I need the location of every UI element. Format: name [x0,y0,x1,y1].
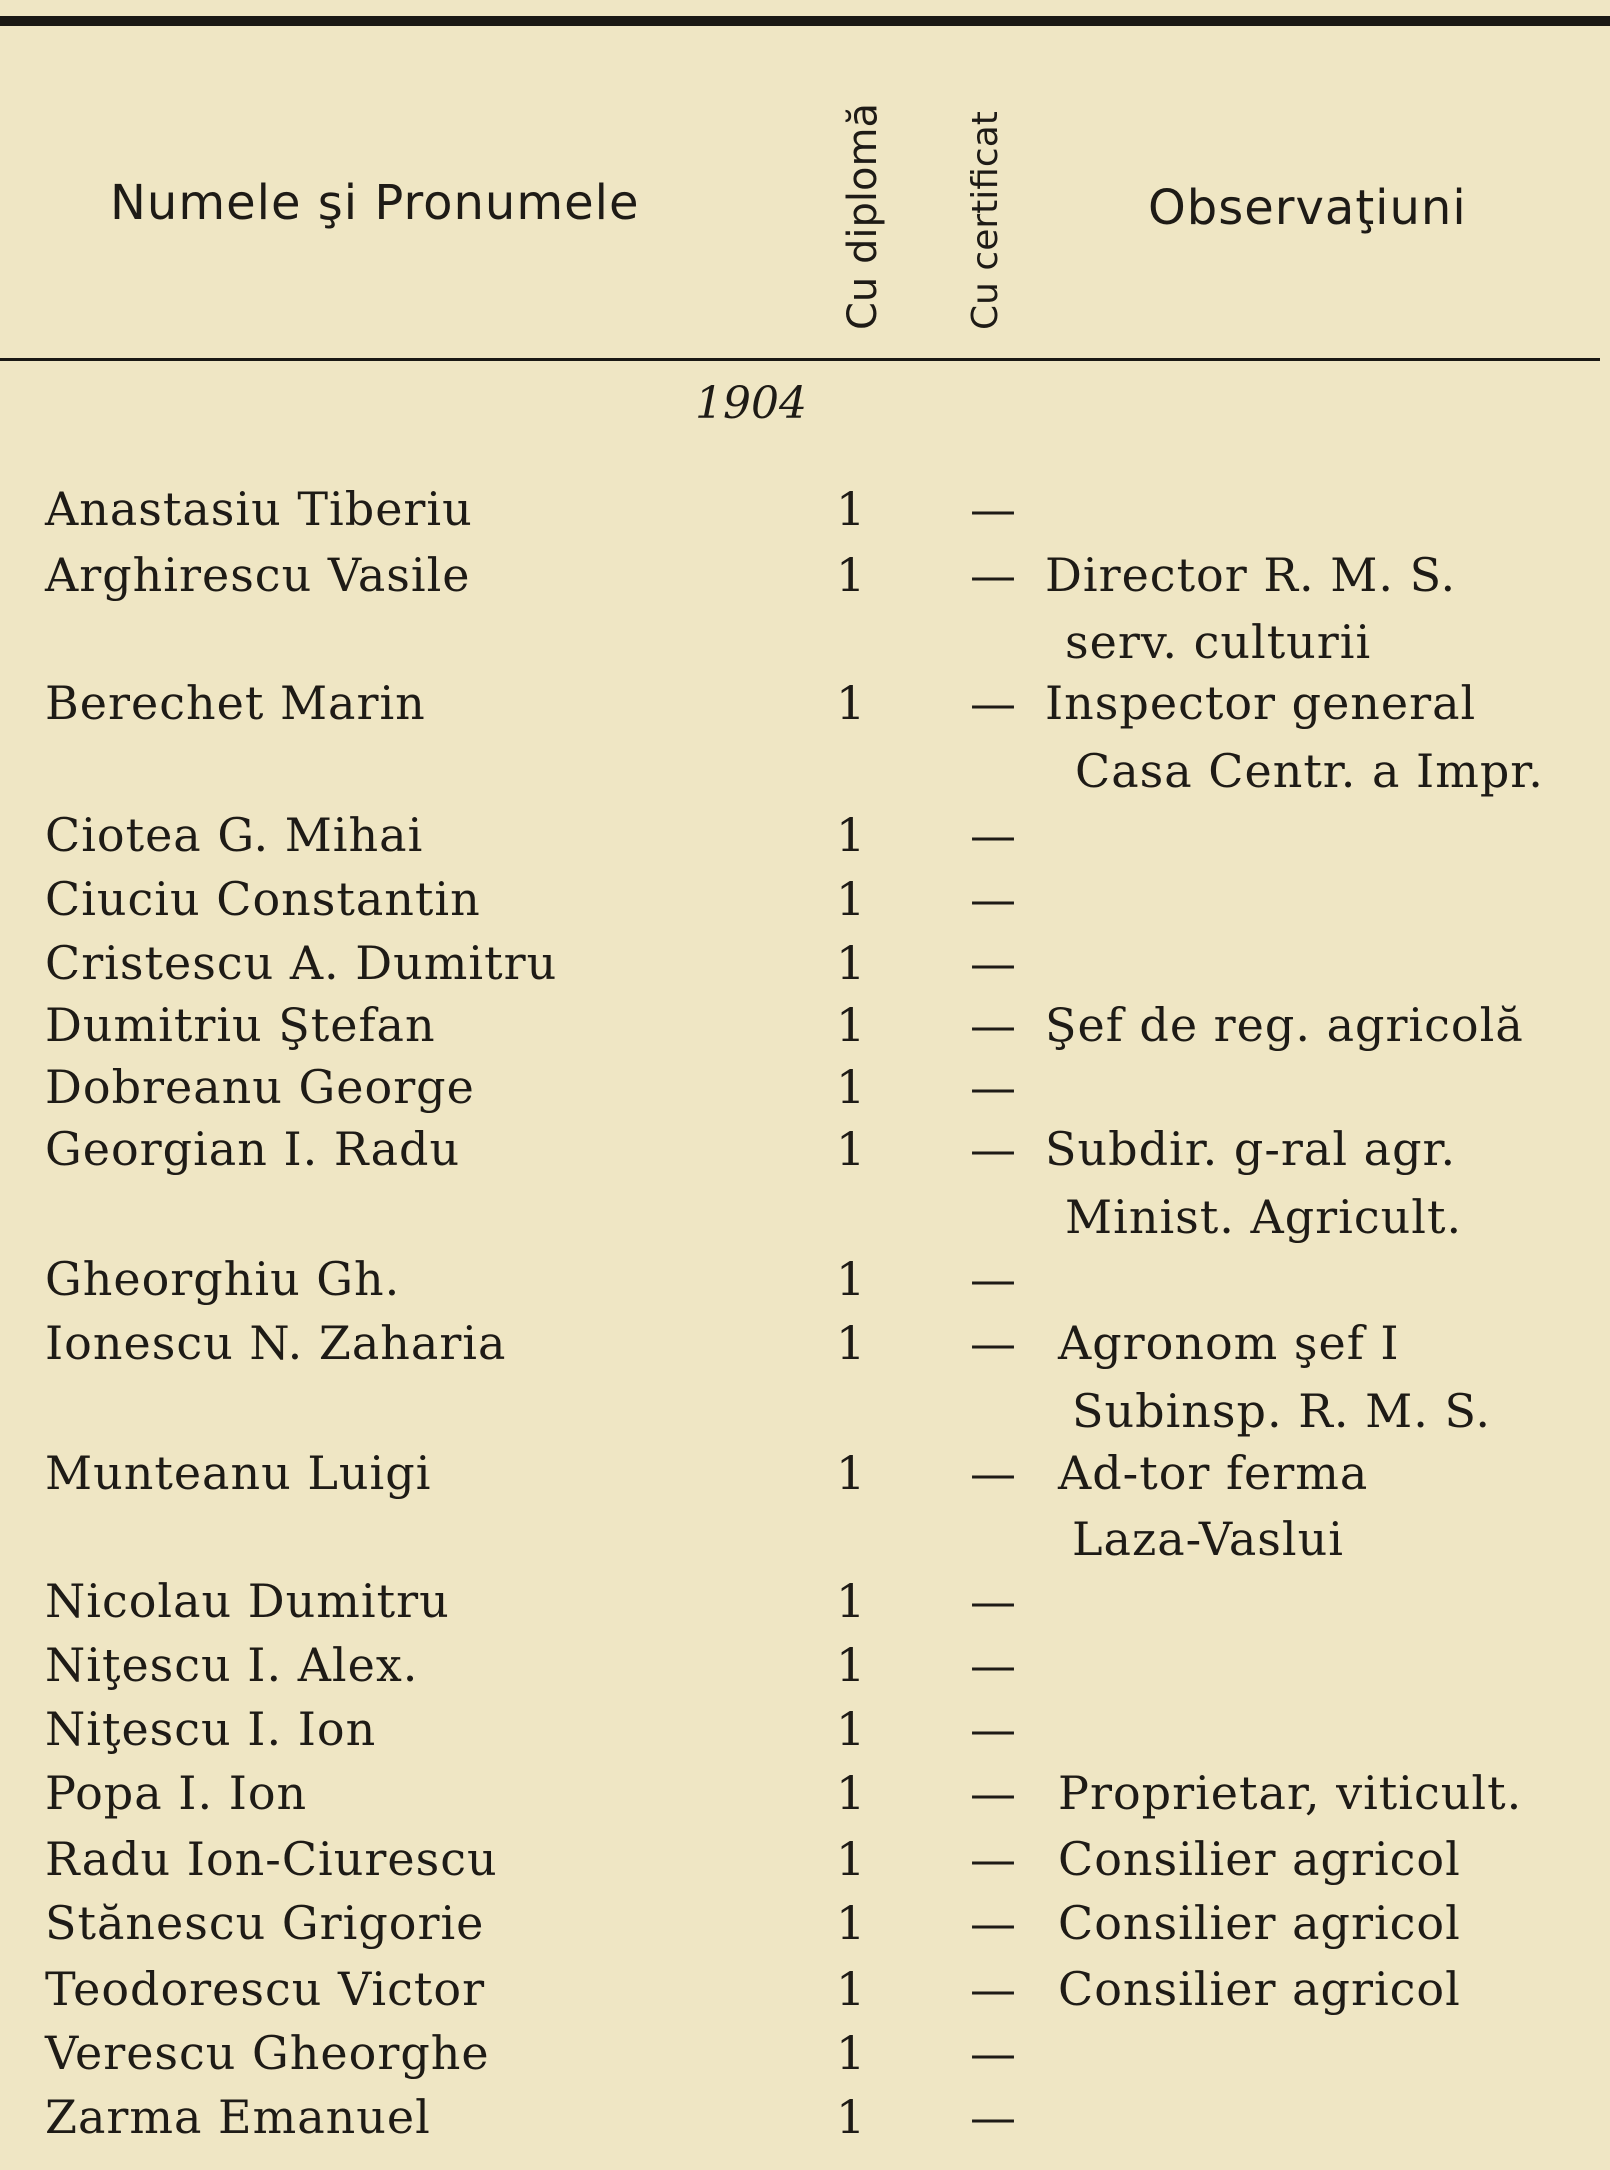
row-name: Berechet Marin [45,676,426,730]
row-name: Ciuciu Constantin [45,872,481,926]
row-certificat: — [970,1252,1017,1306]
row-observation: Consilier agricol [1058,1962,1461,2016]
row-name: Popa I. Ion [45,1766,308,1820]
header-diploma: Cu diplomă [840,103,886,330]
year-heading: 1904 [695,378,807,429]
row-diploma: 1 [836,1766,867,1820]
row-name: Dumitriu Ştefan [45,998,436,1052]
row-diploma: 1 [836,1962,867,2016]
row-name: Niţescu I. Ion [45,1702,377,1756]
row-certificat: — [970,1122,1017,1176]
row-name: Verescu Gheorghe [45,2026,490,2080]
row-name: Zarma Emanuel [45,2090,431,2144]
row-observation: Director R. M. S. [1045,548,1457,602]
row-certificat: — [970,1896,1017,1950]
row-name: Arghirescu Vasile [45,548,471,602]
row-name: Teodorescu Victor [45,1962,486,2016]
row-name: Gheorghiu Gh. [45,1252,401,1306]
row-diploma: 1 [836,1832,867,1886]
row-observation-cont: Minist. Agricult. [1065,1190,1463,1244]
row-observation: Subdir. g-ral agr. [1045,1122,1457,1176]
header-observatii: Observaţiuni [1148,180,1467,236]
row-certificat: — [970,676,1017,730]
row-diploma: 1 [836,1896,867,1950]
row-certificat: — [970,1962,1017,2016]
row-observation: Inspector general [1045,676,1477,730]
row-diploma: 1 [836,936,867,990]
row-diploma: 1 [836,1060,867,1114]
row-name: Niţescu I. Alex. [45,1638,419,1692]
row-observation: Ad-tor ferma [1058,1446,1369,1500]
row-observation-cont: serv. culturii [1065,615,1372,669]
row-certificat: — [970,998,1017,1052]
row-name: Radu Ion-Ciurescu [45,1832,498,1886]
row-diploma: 1 [836,1638,867,1692]
row-diploma: 1 [836,676,867,730]
row-certificat: — [970,2026,1017,2080]
row-certificat: — [970,936,1017,990]
row-certificat: — [970,2090,1017,2144]
header-names: Numele şi Pronumele [110,175,640,231]
row-diploma: 1 [836,548,867,602]
row-name: Stănescu Grigorie [45,1896,485,1950]
row-name: Anastasiu Tiberiu [45,482,473,536]
row-certificat: — [970,548,1017,602]
row-diploma: 1 [836,2090,867,2144]
row-observation-cont: Casa Centr. a Impr. [1075,744,1544,798]
row-diploma: 1 [836,1574,867,1628]
row-name: Nicolau Dumitru [45,1574,450,1628]
row-diploma: 1 [836,1122,867,1176]
row-diploma: 1 [836,1702,867,1756]
row-diploma: 1 [836,1252,867,1306]
row-name: Dobreanu George [45,1060,475,1114]
row-observation: Agronom şef I [1058,1316,1400,1370]
header-certificat: Cu certificat [965,111,1006,330]
row-observation: Şef de reg. agricolă [1045,998,1524,1052]
row-certificat: — [970,1316,1017,1370]
row-diploma: 1 [836,482,867,536]
row-certificat: — [970,482,1017,536]
row-certificat: — [970,808,1017,862]
row-certificat: — [970,1702,1017,1756]
row-certificat: — [970,1446,1017,1500]
header-rule [0,358,1600,361]
row-certificat: — [970,1832,1017,1886]
top-rule [0,16,1610,26]
row-diploma: 1 [836,998,867,1052]
row-certificat: — [970,1638,1017,1692]
row-certificat: — [970,1766,1017,1820]
row-certificat: — [970,1060,1017,1114]
row-diploma: 1 [836,2026,867,2080]
row-observation-cont: Laza-Vaslui [1072,1512,1344,1566]
row-diploma: 1 [836,808,867,862]
row-name: Munteanu Luigi [45,1446,432,1500]
row-certificat: — [970,1574,1017,1628]
row-name: Ionescu N. Zaharia [45,1316,507,1370]
row-observation-cont: Subinsp. R. M. S. [1072,1384,1491,1438]
row-name: Ciotea G. Mihai [45,808,424,862]
row-observation: Proprietar, viticult. [1058,1766,1523,1820]
row-observation: Consilier agricol [1058,1896,1461,1950]
row-diploma: 1 [836,1316,867,1370]
row-diploma: 1 [836,872,867,926]
row-name: Georgian I. Radu [45,1122,461,1176]
row-name: Cristescu A. Dumitru [45,936,558,990]
row-certificat: — [970,872,1017,926]
row-observation: Consilier agricol [1058,1832,1461,1886]
row-diploma: 1 [836,1446,867,1500]
